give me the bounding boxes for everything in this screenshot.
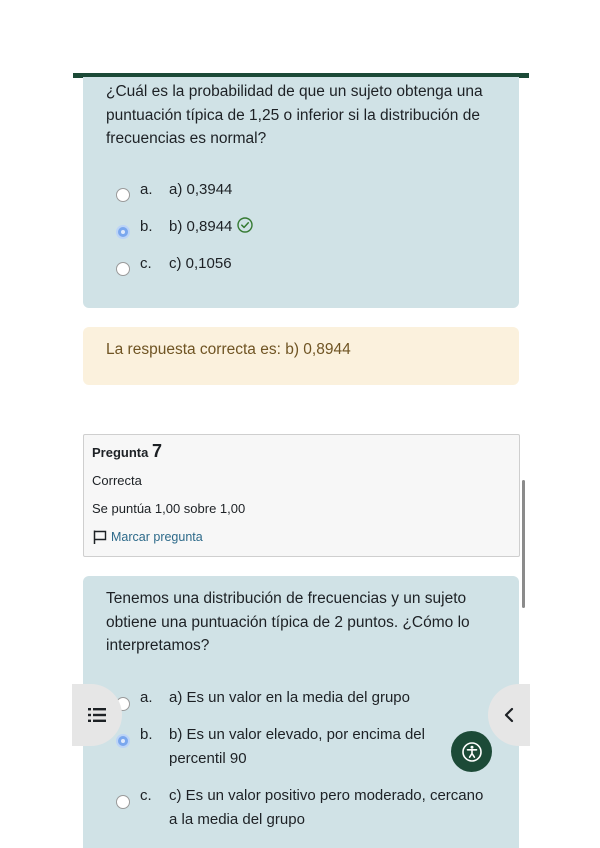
answer-option-c[interactable] (83, 784, 519, 828)
question-grade: Se puntúa 1,00 sobre 1,00 (92, 501, 246, 516)
flag-icon (92, 529, 108, 545)
flag-question-link[interactable] (92, 529, 203, 545)
radio-button-a[interactable] (116, 188, 130, 202)
answer-option-b[interactable] (83, 215, 519, 239)
flag-question-label: Marcar pregunta (111, 530, 203, 544)
list-icon (88, 707, 106, 723)
page-scrollbar[interactable] (522, 480, 525, 608)
question-6-formulation (83, 77, 519, 308)
answer-letter: b. (140, 726, 153, 743)
answer-option-c[interactable] (83, 252, 519, 276)
radio-button-c[interactable] (116, 795, 130, 809)
question-7-formulation (83, 576, 519, 848)
answer-text: c) 0,1056 (169, 255, 232, 272)
right-answer-text: La respuesta correcta es: b) 0,8944 (106, 341, 351, 358)
accessibility-icon (462, 742, 482, 762)
answer-letter: c. (140, 787, 152, 804)
answer-text: b) 0,8944 (169, 218, 233, 235)
answer-letter: a. (140, 689, 153, 706)
answer-text: a) Es un valor en la media del grupo (169, 689, 410, 706)
radio-button-b[interactable] (116, 734, 130, 748)
question-6-text: ¿Cuál es la probabilidad de que un sujeto obtenga una puntuación típica de 1,25 o inferior si la distribución de frecuencias es normal? (106, 83, 483, 147)
question-number-value: 7 (151, 441, 162, 461)
radio-button-c[interactable] (116, 262, 130, 276)
answer-text: a) 0,3944 (169, 181, 233, 198)
answer-letter: b. (140, 218, 153, 235)
answer-text-wrap (169, 215, 495, 239)
answer-letter: c. (140, 255, 152, 272)
question-label: Pregunta (92, 445, 149, 460)
answer-text: b) Es un valor elevado, por encima del percentil 90 (169, 726, 425, 767)
right-answer-feedback (83, 327, 519, 385)
check-circle-icon (237, 217, 253, 233)
question-7-text: Tenemos una distribución de frecuencias y un sujeto obtiene una puntuación típica de 2 puntos. ¿Cómo lo interpretamos? (106, 590, 470, 654)
answer-text: c) Es un valor positivo pero moderado, cercano a la media del grupo (169, 787, 484, 828)
answer-letter: a. (140, 181, 153, 198)
question-state: Correcta (92, 473, 142, 488)
answer-option-a[interactable] (83, 686, 519, 710)
chevron-left-icon (503, 707, 515, 723)
radio-button-b[interactable] (116, 225, 130, 239)
question-7-info (83, 434, 520, 557)
accessibility-button[interactable] (451, 731, 492, 772)
answer-option-a[interactable] (83, 178, 519, 202)
question-number (92, 441, 162, 462)
